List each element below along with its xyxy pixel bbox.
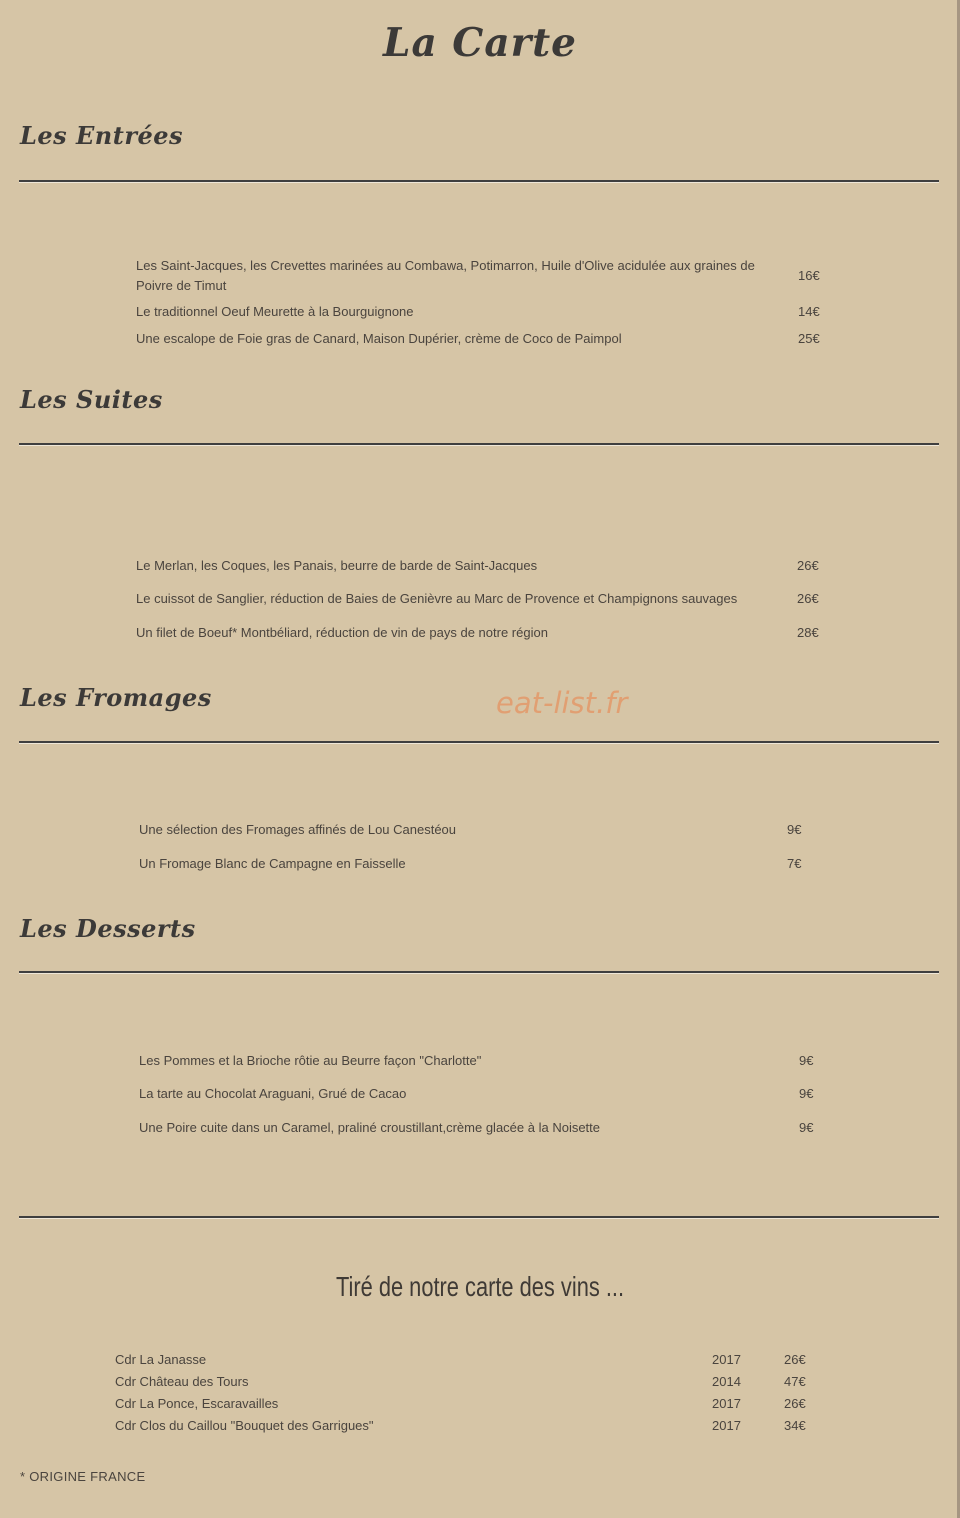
wine-divider [19, 1216, 939, 1218]
wine-section-title: Tiré de notre carte des vins ... [335, 1271, 625, 1302]
menu-item-price: 28€ [797, 625, 819, 640]
menu-item-suite-1 [136, 556, 826, 576]
wine-name: Cdr La Janasse [115, 1352, 207, 1367]
menu-item-name: Le cuissot de Sanglier, réduction de Baies de Genièvre au Marc de Provence et Champignons sauvages [136, 591, 738, 606]
menu-item-name: Un filet de Boeuf* Montbéliard, réduction de vin de pays de notre région [136, 625, 548, 640]
menu-item-price: 9€ [787, 822, 802, 837]
menu-item-fromage-1 [139, 820, 819, 840]
menu-item-dessert-3 [139, 1118, 829, 1138]
menu-item-price: 16€ [798, 268, 820, 283]
menu-item-name: Les Pommes et la Brioche rôtie au Beurre façon "Charlotte" [139, 1053, 482, 1068]
menu-item-name: Les Saint-Jacques, les Crevettes marinées au Combawa, Potimarron, Huile d'Olive acidulée aux graines de [136, 258, 755, 273]
menu-item-entree-2 [136, 302, 826, 322]
menu-item-name: Une sélection des Fromages affinés de Lou Canestéou [139, 822, 457, 837]
menu-item-suite-2 [136, 589, 826, 609]
menu-item-price: 26€ [797, 558, 819, 573]
wine-price: 47€ [784, 1374, 806, 1389]
wine-row [115, 1416, 815, 1436]
menu-item-fromage-2 [139, 854, 819, 874]
menu-item-price: 9€ [799, 1086, 814, 1101]
wine-row [115, 1394, 815, 1414]
watermark-text: eat-list.fr [496, 686, 628, 720]
section-title-desserts: Les Desserts [20, 914, 196, 943]
menu-item-suite-3 [136, 623, 826, 643]
menu-item-name-continued: Poivre de Timut [136, 278, 227, 293]
wine-year: 2017 [712, 1352, 741, 1367]
section-title-fromages: Les Fromages [20, 683, 212, 712]
section-divider-desserts [19, 971, 939, 973]
section-divider-suites [19, 443, 939, 445]
menu-item-price: 9€ [799, 1053, 814, 1068]
section-title-suites: Les Suites [20, 385, 163, 414]
wine-price: 34€ [784, 1418, 806, 1433]
wine-name: Cdr Château des Tours [115, 1374, 249, 1389]
menu-item-name: Le Merlan, les Coques, les Panais, beurre de barde de Saint-Jacques [136, 558, 538, 573]
menu-item-entree-1 [136, 256, 826, 296]
menu-item-name: Un Fromage Blanc de Campagne en Faisselle [139, 856, 406, 871]
section-title-entrees: Les Entrées [20, 121, 184, 150]
menu-item-entree-3 [136, 329, 826, 349]
wine-row [115, 1350, 815, 1370]
menu-item-price: 26€ [797, 591, 819, 606]
wine-price: 26€ [784, 1396, 806, 1411]
menu-item-dessert-2 [139, 1084, 829, 1104]
menu-item-price: 9€ [799, 1120, 814, 1135]
wine-year: 2017 [712, 1418, 741, 1433]
menu-item-name: La tarte au Chocolat Araguani, Grué de Cacao [139, 1086, 407, 1101]
section-divider-entrees [19, 180, 939, 182]
wine-row [115, 1372, 815, 1392]
menu-item-price: 25€ [798, 331, 820, 346]
footnote-origin: * ORIGINE FRANCE [20, 1469, 146, 1484]
wine-name: Cdr Clos du Caillou "Bouquet des Garrigues" [115, 1418, 374, 1433]
menu-item-price: 14€ [798, 304, 820, 319]
menu-item-dessert-1 [139, 1051, 829, 1071]
menu-item-name: Le traditionnel Oeuf Meurette à la Bourguignone [136, 304, 414, 319]
menu-item-name: Une Poire cuite dans un Caramel, praliné croustillant,crème glacée à la Noisette [139, 1120, 601, 1135]
wine-year: 2014 [712, 1374, 741, 1389]
section-divider-fromages [19, 741, 939, 743]
wine-price: 26€ [784, 1352, 806, 1367]
menu-item-name: Une escalope de Foie gras de Canard, Maison Dupérier, crème de Coco de Paimpol [136, 331, 622, 346]
menu-item-price: 7€ [787, 856, 802, 871]
wine-name: Cdr La Ponce, Escaravailles [115, 1396, 279, 1411]
wine-year: 2017 [712, 1396, 741, 1411]
page-title: La Carte [383, 20, 577, 66]
